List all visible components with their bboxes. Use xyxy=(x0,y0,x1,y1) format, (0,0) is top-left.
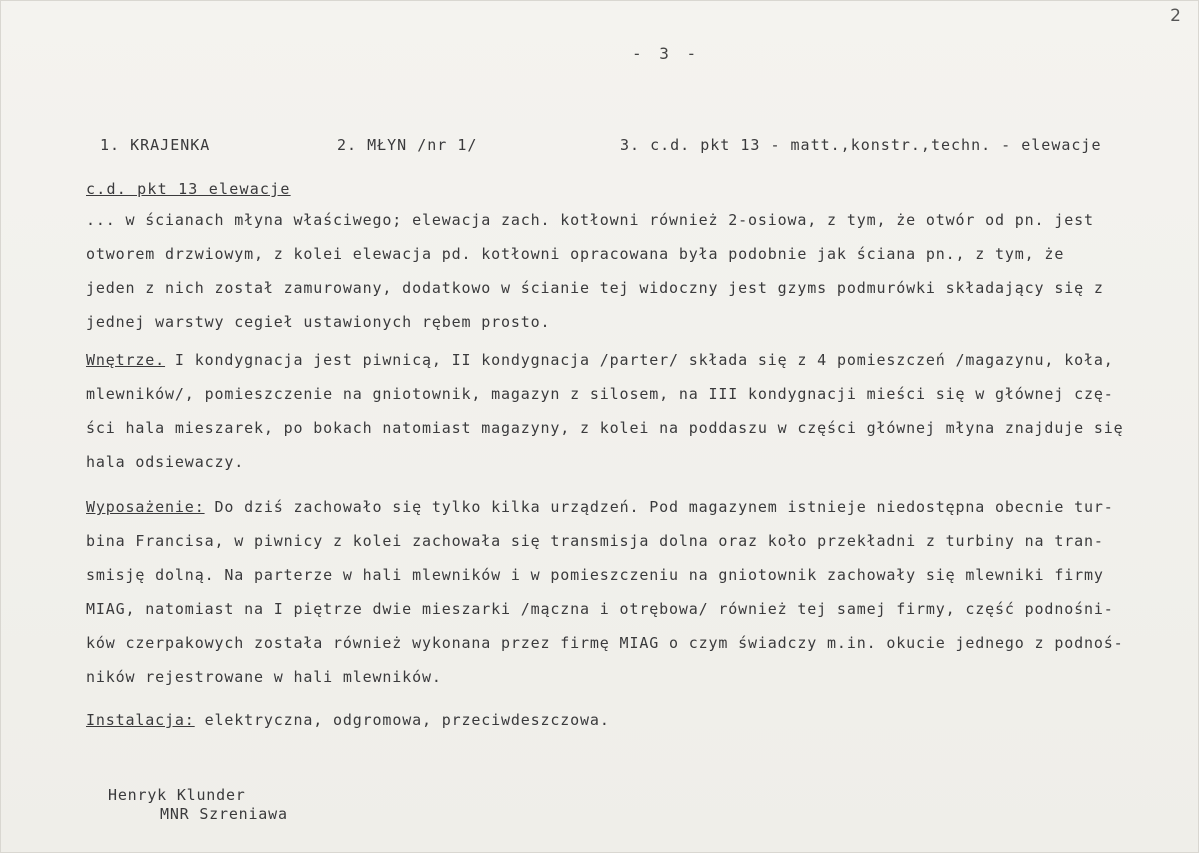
page-number: - 3 - xyxy=(632,44,701,63)
text-line: ści hala mieszarek, po bokach natomiast magazyny, z kolei na poddaszu w części głównej młyna znajduje się xyxy=(86,419,1124,437)
paragraph-interior xyxy=(86,343,1186,479)
paragraph-heading-installation: Instalacja: xyxy=(86,711,195,729)
text-line xyxy=(86,343,1186,377)
paragraph-installation xyxy=(86,703,1186,737)
text-line: ków czerpakowych została również wykonana przez firmę MIAG o czym świadczy m.in. okucie jednego z podnoś- xyxy=(86,634,1124,652)
header-location: 1. KRAJENKA xyxy=(100,136,211,154)
text-line: otworem drzwiowym, z kolei elewacja pd. kotłowni opracowana była podobnie jak ściana pn., z tym, że xyxy=(86,245,1065,263)
author-name: Henryk Klunder xyxy=(108,786,246,804)
header-object: 2. MŁYN /nr 1/ xyxy=(337,136,478,154)
section-title: c.d. pkt 13 elewacje xyxy=(86,180,291,198)
text-fragment: I kondygnacja jest piwnicą, II kondygnacja /parter/ składa się z 4 pomieszczeń /magazynu, koła, xyxy=(165,351,1114,369)
paragraph-heading-interior: Wnętrze. xyxy=(86,351,166,369)
text-line: jednej warstwy cegieł ustawionych rębem prosto. xyxy=(86,313,551,331)
author-institution: MNR Szreniawa xyxy=(160,805,288,823)
corner-page-number: 2 xyxy=(1170,6,1181,26)
signature-block xyxy=(108,786,288,824)
header-section: 3. c.d. pkt 13 - matt.,konstr.,techn. - elewacje xyxy=(620,136,1102,154)
text-line: smisję dolną. Na parterze w hali mlewników i w pomieszczeniu na gniotownik zachowały się mlewniki firmy xyxy=(86,566,1104,584)
paragraph-elevations xyxy=(86,203,1186,339)
text-line: bina Francisa, w piwnicy z kolei zachowała się transmisja dolna oraz koło przekładni z turbiny na tran- xyxy=(86,532,1104,550)
text-fragment: elektryczna, odgromowa, przeciwdeszczowa. xyxy=(194,711,610,729)
text-line: ników rejestrowane w hali mlewników. xyxy=(86,668,442,686)
paragraph-equipment xyxy=(86,490,1186,694)
text-line: ... w ścianach młyna właściwego; elewacja zach. kotłowni również 2-osiowa, z tym, że otwór od pn. jest xyxy=(86,211,1094,229)
text-fragment: Do dziś zachowało się tylko kilka urządzeń. Pod magazynem istnieje niedostępna obecnie tur- xyxy=(204,498,1114,516)
document-header xyxy=(100,136,1140,156)
text-line: MIAG, natomiast na I piętrze dwie mieszarki /mączna i otrębowa/ również tej samej firmy, część podnośni- xyxy=(86,600,1114,618)
text-line: mlewników/, pomieszczenie na gniotownik, magazyn z silosem, na III kondygnacji mieści się w głównej czę- xyxy=(86,385,1114,403)
paragraph-heading-equipment: Wyposażenie: xyxy=(86,498,205,516)
text-line: hala odsiewaczy. xyxy=(86,453,245,471)
text-line: jeden z nich został zamurowany, dodatkowo w ścianie tej widoczny jest gzyms podmurówki składający się z xyxy=(86,279,1104,297)
text-line xyxy=(86,703,1186,737)
text-line xyxy=(86,490,1186,524)
